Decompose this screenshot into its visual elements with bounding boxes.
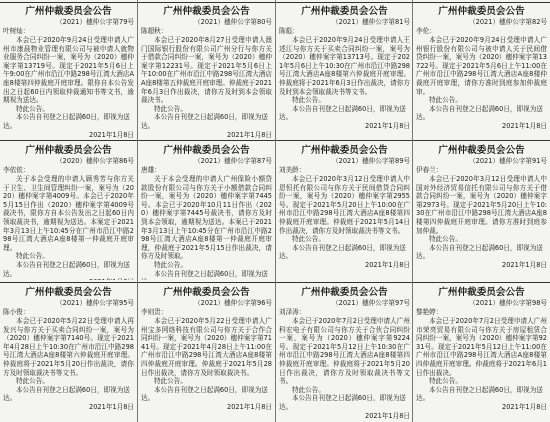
notice-addressee: 陈超秋： [141, 27, 168, 35]
notice-effective: 本公告自刊登之日起满60日，即视为送达。 [141, 113, 268, 130]
notice-96 [141, 285, 272, 422]
notice-addressee: 李依依： [3, 166, 30, 174]
notice-title: 广州仲裁委员会公告 [438, 145, 525, 156]
notice-closing: 特此公告。 [429, 235, 462, 244]
notice-number: （2021）穗仲公字第81号 [332, 18, 410, 26]
notice-89 [279, 143, 410, 280]
notice-effective: 本公告自刊登之日起满60日，即视为送达。 [3, 260, 130, 278]
notice-addressee: 李伦： [416, 27, 436, 35]
notice-body: 本会已于2020年5月22日受理申请人广州宝多网络科技有限公司与你方关于合作合同纠纷一案，案号为（2020）穗仲案字第7141号。现定于2021年4月28日上午11:00在广州市沿江中路298号江湾大酒店A座8楼第四仲裁庭开庭审理。仲裁庭于2021年5月28日作出裁决，请你方及时领取裁决书。 [141, 317, 272, 377]
notice-body: 本会已于2020年3月12日受理申请人中恩恒托有限公司与你方关于民间借贷合同纠纷一案，案号为（2020）穗仲案字第2955号。现定于2021年5月20日上午10:00在广州市沿江中路298号江湾大酒店A座8楼第四仲裁庭开庭审理。仲裁庭于2021年5月14日作出裁决，请你方及时领取裁决书等文书。 [279, 175, 410, 235]
notice-addressee: 伊春兰： [416, 166, 443, 174]
notice-number: （2021）穗仲公字第97号 [332, 299, 410, 307]
notice-91 [416, 143, 547, 280]
notice-closing: 特此公告。 [16, 104, 49, 113]
notice-effective: 本公告自刊登之日起满60日，即视为送达。 [416, 385, 543, 403]
notice-79 [3, 4, 134, 138]
notice-addressee: 叶树灿： [3, 27, 30, 35]
notice-87 [141, 143, 272, 280]
notice-title: 广州仲裁委员会公告 [301, 287, 388, 298]
notice-closing: 特此公告。 [154, 377, 187, 386]
notice-date: 2021年1月8日 [89, 130, 134, 138]
notice-body: 本会已于2020年5月22日受理申请人再发兴与你方关于买卖合同纠纷一案，案号为（2020）穗仲案字第7140号。现定于2021年4月28日上午10:30在广州市沿江中路298号江湾大酒店A座8楼第六仲裁庭开庭审理。仲裁庭将于2021年5月20日作出裁决，请你方及时领取裁决书等文书。 [3, 317, 134, 377]
notice-81 [279, 4, 410, 138]
notice-number: （2021）穗仲公字第87号 [194, 157, 272, 165]
column-rule-2 [275, 0, 276, 422]
notice-effective: 本公告自刊登之日起满60日，即视为送达。 [141, 385, 268, 403]
notice-addressee: 陈小俊： [3, 308, 30, 316]
notice-title: 广州仲裁委员会公告 [301, 145, 388, 156]
notice-addressee: 唐雄： [141, 166, 161, 174]
notice-date: 2021年1月8日 [365, 411, 410, 420]
notice-closing: 特此公告。 [429, 96, 462, 105]
notice-date: 2021年1月8日 [502, 260, 547, 269]
notice-date: 2021年1月8日 [227, 130, 272, 138]
notice-closing: 特此公告。 [292, 235, 325, 244]
notice-addressee: 刘泽涛： [279, 308, 306, 316]
notice-title: 广州仲裁委员会公告 [301, 6, 388, 17]
notice-86 [3, 143, 134, 280]
notice-effective: 本公告自刊登之日起满60日，即视为送 [154, 269, 268, 278]
notice-closing: 特此公告。 [429, 377, 462, 386]
notice-date: 2021年1月8日 [502, 121, 547, 130]
notice-closing: 特此公告。 [154, 104, 187, 113]
notice-number: （2021）穗仲公字第95号 [56, 299, 134, 307]
notice-body: 本会已于2020年9月24日受理申请人王述江与你方关于买卖合同纠纷一案，案号为（2020）穗仲案字第13713号。现定于2021年5月6日上午10:30在广州市沿江中路298号江湾大酒店A座8楼第六仲裁庭开庭审理。仲裁庭将于2021年6月3日作出裁决，请你方及时到本会领取裁决书等文书。 [279, 36, 410, 96]
notice-body: 本会已于2020年7月2日受理申请人广州科宏电子有限公司与你方关于合伙合同纠纷一案，案号为（2020）穗仲案字第9224号。现定于2021年5月12日上午10:30在广州市沿江中路298号江湾大酒店A座8楼第四仲裁庭开庭审理。仲裁庭将于2021年5月20日作出裁决，请你方及时领取裁决书等文书。 [279, 317, 410, 386]
notice-body: 本会已于2020年7月2日受理申请人广州市荣亮贸易有限公司与你方关于房屋租赁合同纠纷一案，案号为（2020）穗仲案字第9231号。现定于2021年5月12日上午11:00在广州市沿江中路298号江湾大酒店A座8楼第四仲裁庭开庭审理。仲裁庭将于2021年6月1日作出裁决。 [416, 317, 547, 377]
notice-number: （2021）穗仲公字第98号 [469, 299, 547, 307]
notice-title: 广州仲裁委员会公告 [25, 145, 112, 156]
notice-number: （2021）穗仲公字第89号 [332, 157, 410, 165]
column-rule-1 [137, 0, 138, 422]
notice-date: 2021年1月8日 [365, 121, 410, 130]
notice-body: 本会已于2020年9月24日受理申请人广州银行股份有限公司与被申请人关于民间借贷纠纷一案，案号为（2020）穗仲案字第13722号。现定于2021年5月6日上午11:00在广州市沿江中路298号江湾大酒店A座8楼仲裁庭开庭审理，请你方准时到庭参加仲裁庭审。 [416, 36, 547, 96]
notice-82 [416, 4, 547, 138]
notice-number: （2021）穗仲公字第82号 [469, 18, 547, 26]
notice-effective: 本公告自刊登之日起满60日，即视为送达。 [416, 243, 543, 261]
notice-97 [279, 285, 410, 422]
notice-title: 广州仲裁委员会公告 [163, 145, 250, 156]
notice-effective: 本公告自刊登之日起满60日，即视为送达。 [279, 243, 406, 261]
notice-closing: 特此公告。 [292, 96, 325, 105]
notice-body: 关于本会受理的申请人顾秀芳与你方关于卫生、卫生间管理纠纷一案，案号为（2020）穗仲案字第4009号。本会已于2020年5月15日作出（2020）穗仲案字第4009号裁决书，限你方自本公告发出之日起60日内领取裁决书，逾期视为送达。本案定于2021年3月13日上午10:45分在广州市沿江中路298号江湾大酒店A座8楼第一仲裁庭开庭审理。 [3, 175, 134, 252]
notice-80 [141, 4, 272, 138]
notice-title: 广州仲裁委员会公告 [438, 6, 525, 17]
notice-effective: 本公告自刊登之日起满60日，即视为送达。 [279, 104, 406, 122]
notice-effective: 本公告自刊登之日起满60日，即视为送达。 [3, 385, 130, 403]
notice-title: 广州仲裁委员会公告 [163, 6, 250, 17]
notice-number: （2021）穗仲公字第96号 [194, 299, 272, 307]
notice-closing: 特此公告。 [16, 377, 49, 386]
notice-body: 本会已于2020年9月24日受理申请人广州市康晨物业管理有限公司与被申请人就物业服务合同纠纷一案，案号为（2020）穗仲案字第13719号。现定于2021年5月6日上午9:00在广州市沿江中路298号江湾大酒店A座8楼第四仲裁庭开庭审理。限你自本公告发出之日起60日内领取仲裁通知书等文书，逾期视为送达。 [3, 36, 134, 105]
notice-number: （2020）穗仲公字第86号 [56, 157, 134, 165]
notice-closing: 特此公告。 [154, 260, 187, 269]
notice-effective: 本公告自刊登之日起满60日，即视为送达。 [3, 113, 130, 130]
notice-title: 广州仲裁委员会公告 [25, 6, 112, 17]
notice-closing: 特此公告。 [16, 252, 49, 261]
notice-95 [3, 285, 134, 422]
notice-effective: 本公告自刊登之日起满60日，即视为送达。 [279, 394, 406, 411]
notice-date: 2021年1月8日 [502, 402, 547, 411]
notice-addressee: 黎艳婷： [416, 308, 443, 316]
notice-number: （2021）穗仲公字第79号 [56, 18, 134, 26]
notice-body: 本会已于2020年8月27日受理申请人澳门国际银行股份有限公司广州分行与你方关于借款合同纠纷一案，案号为（2020）穗仲案字第12231号。现定于2021年5月6日上午10:00在广州市沿江中路298号江湾大酒店A座8楼第五仲裁庭开庭审理。仲裁庭于2021年6月3日作出裁决，请你方及时到本会领取裁决书。 [141, 36, 272, 105]
notice-title: 广州仲裁委员会公告 [438, 287, 525, 298]
notice-closing: 特此公告。 [292, 385, 325, 394]
notice-date [3, 278, 134, 280]
notice-addressee: 李则贵： [141, 308, 168, 316]
notice-date: 2021年1月8日 [89, 402, 134, 411]
notice-effective: 本公告自刊登之日起满60日，即视为送达。 [416, 104, 543, 122]
notice-title: 广州仲裁委员会公告 [163, 287, 250, 298]
notice-title: 广州仲裁委员会公告 [25, 287, 112, 298]
notice-number: （2021）穗仲公字第80号 [194, 18, 272, 26]
notice-body: 本会已于2020年3月12日受理申请人中国对外经济贸易信托有限公司与你方关于借款合同纠纷一案，案号为（2020）穗仲案字第2973号。现定于2021年5月20日上午10:30在广州市沿江中路298号江湾大酒店A座8楼第四仲裁庭开庭审理。请你方准时到庭参加仲裁。 [416, 175, 547, 235]
notice-body: 关于本会受理的申请人广州保险小额贷款股份有限公司与你方关于小额借款合同纠纷一案，案号为（2020）穗仲案字第7445号。本会已于2020年10月11日作出（2020）穗仲案字第7445号裁决书，请你方及时到本会领取，逾期视为送达。本案已于2021年3月13日上午10:45分在广州市沿江中路298号江湾大酒店A座8楼第一仲裁庭开庭审理，仲裁庭于2021年5月15日作出裁决，请你方及时领取。 [141, 175, 272, 261]
column-rule-3 [412, 0, 413, 422]
notice-date: 2021年1月8日 [365, 260, 410, 269]
notice-number: （2021）穗仲公字第91号 [469, 157, 547, 165]
notice-date: 2021年1月8日 [227, 402, 272, 411]
notice-addressee: 陈彪： [279, 27, 299, 35]
notice-addressee: 刘美龄： [279, 166, 306, 174]
notice-98 [416, 285, 547, 422]
